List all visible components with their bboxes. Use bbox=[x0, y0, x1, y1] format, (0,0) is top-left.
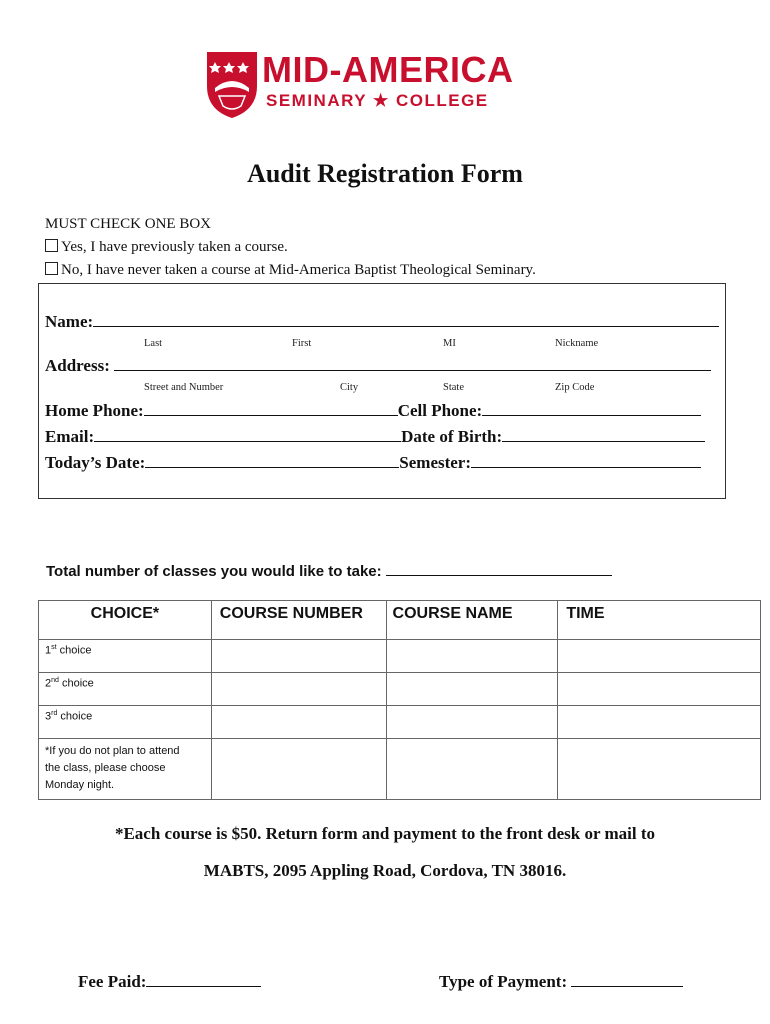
header-time: TIME bbox=[558, 601, 761, 640]
checkbox-no[interactable] bbox=[45, 262, 58, 275]
note-line: Monday night. bbox=[45, 779, 115, 791]
choice-cell bbox=[39, 706, 212, 739]
fee-paid-label: Fee Paid: bbox=[78, 972, 147, 991]
mailing-address: MABTS, 2095 Appling Road, Cordova, TN 38016. bbox=[203, 861, 567, 880]
table-row bbox=[39, 640, 761, 673]
time-cell[interactable] bbox=[558, 673, 761, 706]
choice-cell bbox=[39, 673, 212, 706]
choice-num: 2 bbox=[45, 677, 52, 690]
choice-sup: nd bbox=[51, 677, 59, 684]
dob-blank[interactable] bbox=[502, 427, 705, 442]
course-number-cell[interactable] bbox=[211, 706, 386, 739]
note-cell bbox=[39, 739, 212, 800]
today-blank[interactable] bbox=[145, 453, 399, 468]
name-label: Name: bbox=[45, 312, 94, 331]
semester-label: Semester: bbox=[399, 453, 472, 472]
email-field[interactable] bbox=[45, 427, 705, 447]
choice-cell bbox=[39, 640, 212, 673]
email-label: Email: bbox=[45, 427, 95, 446]
total-classes-blank[interactable] bbox=[386, 563, 612, 576]
checkbox-yes[interactable] bbox=[45, 239, 58, 252]
choice-text: choice bbox=[56, 644, 92, 657]
note-line: *If you do not plan to attend bbox=[45, 745, 180, 757]
total-classes-label: Total number of classes you would like to take: bbox=[46, 563, 382, 580]
time-cell[interactable] bbox=[558, 640, 761, 673]
form-title: Audit Registration Form bbox=[247, 159, 523, 188]
choice-num: 1 bbox=[45, 644, 52, 657]
course-number-cell[interactable] bbox=[211, 739, 386, 800]
course-name-cell[interactable] bbox=[386, 706, 558, 739]
name-blank[interactable] bbox=[93, 312, 719, 327]
today-date-field[interactable] bbox=[45, 453, 701, 473]
logo-wordmark: MID-AMERICA bbox=[262, 49, 514, 90]
course-number-cell[interactable] bbox=[211, 673, 386, 706]
course-number-cell[interactable] bbox=[211, 640, 386, 673]
course-name-cell[interactable] bbox=[386, 640, 558, 673]
name-field[interactable] bbox=[45, 312, 719, 332]
choice-sup: rd bbox=[51, 710, 58, 717]
option-yes-label: Yes, I have previously taken a course. bbox=[61, 239, 288, 255]
choice-text: choice bbox=[58, 677, 94, 690]
course-name-cell[interactable] bbox=[386, 739, 558, 800]
header-choice: CHOICE* bbox=[39, 601, 212, 640]
address-sub-city: City bbox=[340, 382, 359, 393]
address-blank[interactable] bbox=[114, 356, 711, 371]
table-row bbox=[39, 739, 761, 800]
fee-notice: *Each course is $50. Return form and payment to the front desk or mail to bbox=[114, 824, 656, 843]
name-sub-first: First bbox=[292, 338, 312, 349]
logo-subtitle: SEMINARY ★ COLLEGE bbox=[266, 91, 489, 110]
fee-paid-field[interactable] bbox=[78, 972, 261, 992]
choice-text: choice bbox=[57, 710, 93, 723]
name-sub-mi: MI bbox=[443, 338, 456, 349]
check-heading: MUST CHECK ONE BOX bbox=[45, 216, 211, 232]
address-sub-zip: Zip Code bbox=[555, 382, 595, 393]
option-no-label: No, I have never taken a course at Mid-America Baptist Theological Seminary. bbox=[61, 262, 536, 278]
header-course-name: COURSE NAME bbox=[386, 601, 558, 640]
choice-num: 3 bbox=[45, 710, 52, 723]
home-phone-blank[interactable] bbox=[144, 401, 398, 416]
header-course-number: COURSE NUMBER bbox=[211, 601, 386, 640]
option-yes[interactable] bbox=[45, 239, 288, 256]
choice-sup: st bbox=[51, 644, 57, 651]
semester-blank[interactable] bbox=[471, 453, 701, 468]
address-field[interactable] bbox=[45, 356, 711, 376]
course-table bbox=[38, 600, 761, 800]
home-phone-field[interactable] bbox=[45, 401, 701, 421]
time-cell[interactable] bbox=[558, 706, 761, 739]
address-sub-street: Street and Number bbox=[144, 382, 224, 393]
table-row bbox=[39, 706, 761, 739]
address-sub-state: State bbox=[443, 382, 464, 393]
name-sub-nickname: Nickname bbox=[555, 338, 599, 349]
table-row bbox=[39, 673, 761, 706]
fee-paid-blank[interactable] bbox=[146, 972, 261, 987]
payment-type-blank[interactable] bbox=[571, 972, 683, 987]
payment-type-field[interactable] bbox=[439, 972, 683, 992]
home-phone-label: Home Phone: bbox=[45, 401, 144, 420]
payment-type-label: Type of Payment: bbox=[439, 972, 572, 991]
dob-label: Date of Birth: bbox=[401, 427, 503, 446]
cell-phone-label: Cell Phone: bbox=[397, 401, 483, 420]
cell-phone-blank[interactable] bbox=[482, 401, 701, 416]
address-label: Address: bbox=[45, 356, 110, 375]
total-classes-field[interactable] bbox=[46, 563, 612, 580]
note-line: the class, please choose bbox=[45, 762, 166, 774]
shield-icon bbox=[207, 52, 257, 118]
email-blank[interactable] bbox=[94, 427, 401, 442]
table-header-row bbox=[39, 601, 761, 640]
course-name-cell[interactable] bbox=[386, 673, 558, 706]
time-cell[interactable] bbox=[558, 739, 761, 800]
today-label: Today’s Date: bbox=[45, 453, 146, 472]
option-no[interactable] bbox=[45, 262, 536, 279]
name-sub-last: Last bbox=[144, 338, 163, 349]
